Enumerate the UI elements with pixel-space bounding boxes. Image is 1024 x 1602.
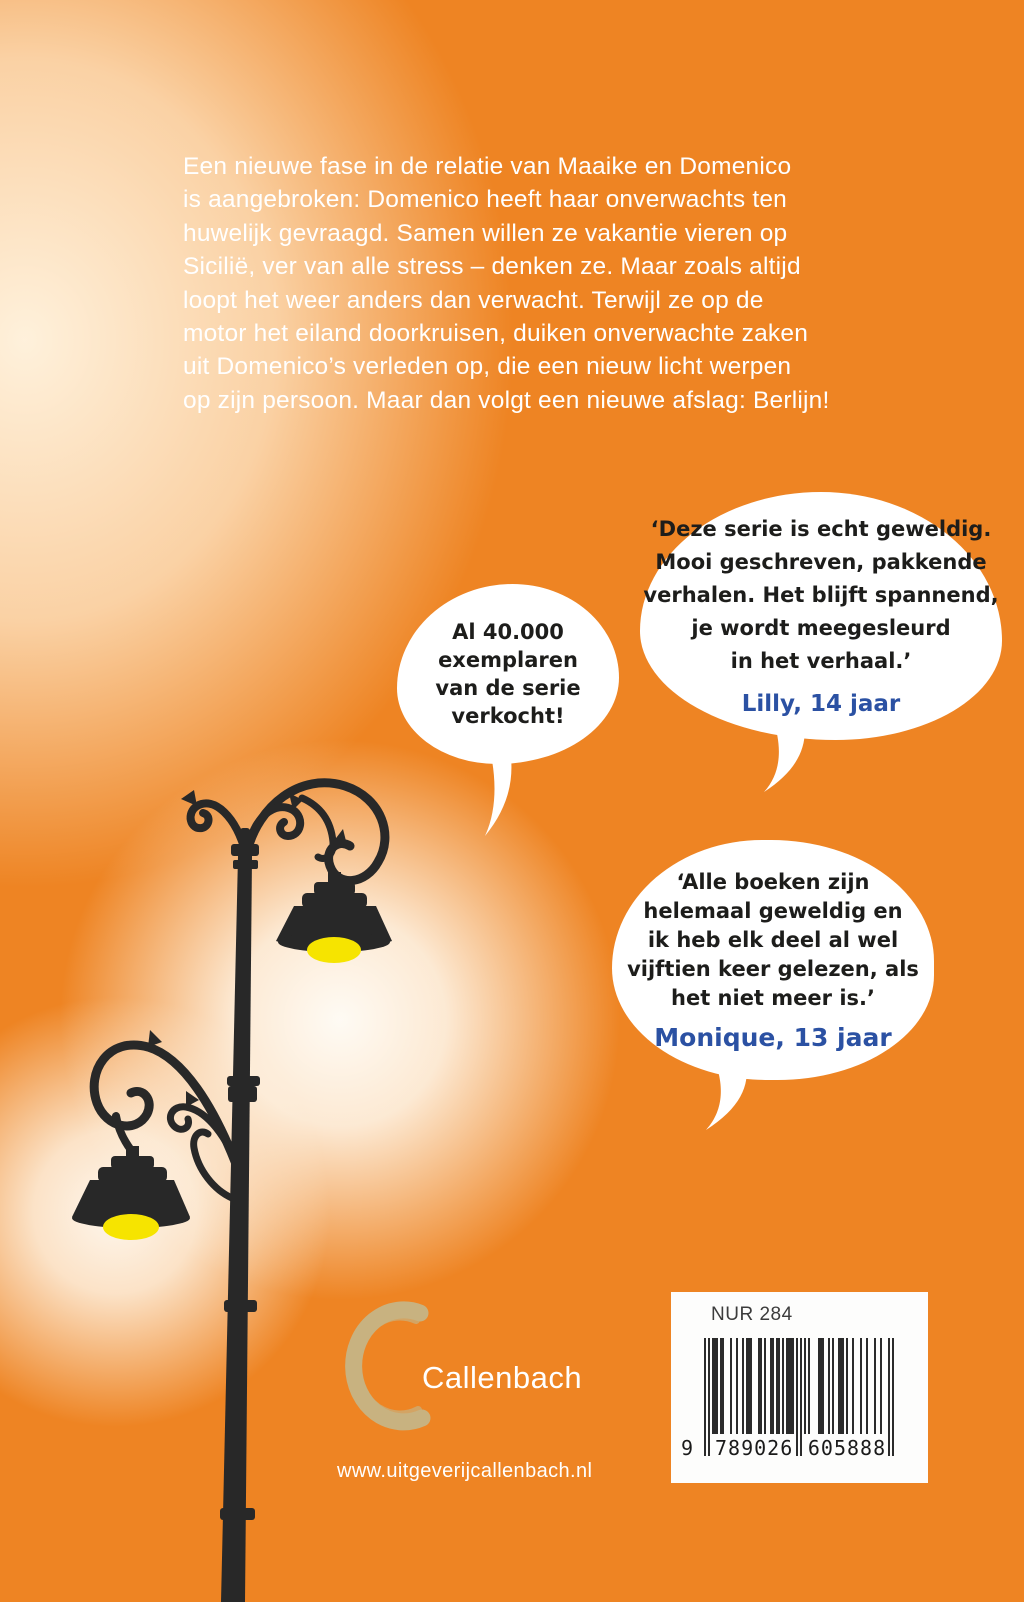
synopsis-line: Sicilië, ver van alle stress – denken ze. Maar zoals altijd <box>183 253 801 281</box>
synopsis-line: is aangebroken: Domenico heeft haar onverwachts ten <box>183 186 788 214</box>
bubble-line: van de serie <box>435 676 581 700</box>
isbn-digit-group: 789026 <box>715 1436 794 1460</box>
bubble-line: in het verhaal.’ <box>730 649 912 673</box>
bubble-line: ‘Deze serie is echt geweldig. <box>650 517 992 541</box>
bubble-line: Mooi geschreven, pakkende <box>655 550 987 574</box>
bubble-line: Al 40.000 <box>452 620 564 644</box>
bubble-line: het niet meer is.’ <box>671 986 875 1010</box>
isbn-digit-group: 9 <box>681 1436 695 1460</box>
synopsis-text <box>183 150 863 417</box>
bubble-line: ‘Alle boeken zijn <box>676 870 870 894</box>
quote-attribution: Monique, 13 jaar <box>654 1023 892 1052</box>
bubble-line: ik heb elk deel al wel <box>647 928 899 952</box>
synopsis-line: motor het eiland doorkruisen, duiken onverwachte zaken <box>183 320 809 348</box>
bubble-tail <box>758 720 842 796</box>
nur-code: NUR 284 <box>711 1304 793 1325</box>
bubble-tail <box>700 1062 784 1134</box>
barcode-panel <box>671 1292 928 1483</box>
bubble-line: helemaal geweldig en <box>643 899 903 923</box>
synopsis-line: Een nieuwe fase in de relatie van Maaike en Domenico <box>183 153 792 180</box>
reader-quote-bubble-monique <box>612 840 934 1080</box>
bubble-line: je wordt meegesleurd <box>691 616 951 640</box>
bubble-line: exemplaren <box>438 648 578 672</box>
sales-speech-bubble <box>397 584 619 764</box>
bubble-line: verhalen. Het blijft spannend, <box>643 583 999 607</box>
publisher-website-link[interactable]: www.uitgeverijcallenbach.nl <box>337 1460 593 1482</box>
lower-lamp-light <box>103 1214 159 1240</box>
isbn-digit-group: 605888 <box>807 1436 887 1460</box>
bubble-line: verkocht! <box>451 704 565 728</box>
synopsis-line: huwelijk gevraagd. Samen willen ze vakantie vieren op <box>183 219 788 247</box>
quote-attribution: Lilly, 14 jaar <box>741 691 901 717</box>
synopsis-line: uit Domenico’s verleden op, die een nieuw licht werpen <box>183 353 792 381</box>
synopsis-line: op zijn persoon. Maar dan volgt een nieuwe afslag: Berlijn! <box>183 386 830 414</box>
bubble-tail <box>475 744 541 840</box>
reader-quote-bubble-lilly <box>640 492 1002 740</box>
publisher-name: Callenbach <box>422 1360 583 1395</box>
synopsis-line: loopt het weer anders dan verwacht. Terwijl ze op de <box>183 286 764 314</box>
upper-lamp-light <box>307 937 361 963</box>
bubble-line: vijftien keer gelezen, als <box>627 957 919 981</box>
